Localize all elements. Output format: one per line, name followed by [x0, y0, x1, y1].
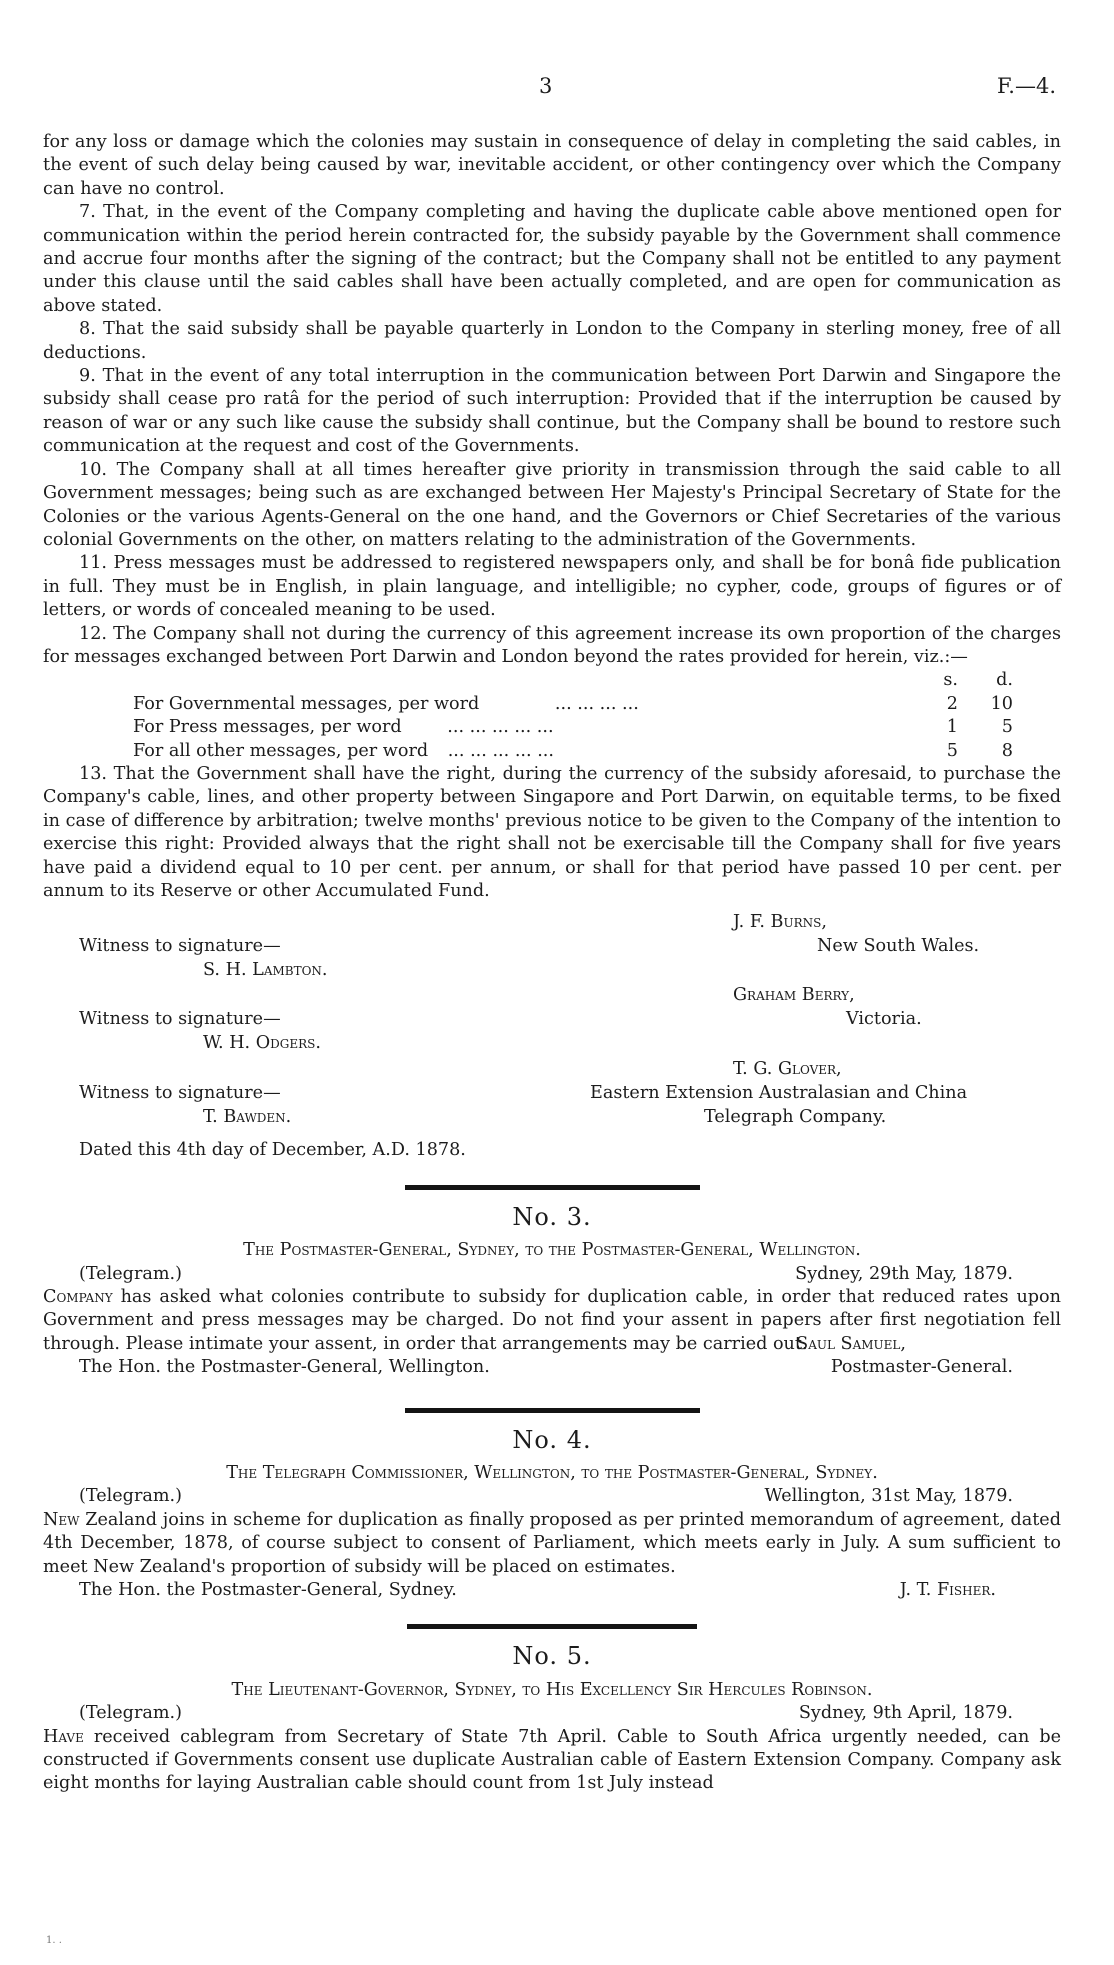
telegram-text: Zealand joins in scheme for duplication as finally proposed as per printed memorandum of agreement, dated 4th December, 1878, of course subject to consent of Parliament, which meets early in July. A sum sufficient to meet New Zealand's proportion of subsidy will be placed on estimates. — [43, 1509, 1061, 1577]
telegram-dateline: Sydney, 9th April, 1879. — [798, 1703, 1013, 1724]
signatory-company-line2: Telegraph Company. — [704, 1107, 887, 1128]
rate-label: For Governmental messages, per word — [133, 693, 480, 714]
witness-name-lambton: S. H. Lambton. — [203, 960, 328, 981]
telegram-header — [43, 1263, 1061, 1286]
witness-label: Witness to signature— — [79, 1009, 281, 1030]
rates-table — [43, 669, 1061, 763]
route-text: The Lieutenant-Governor, Sydney, to His Excellency Sir Hercules Robinson. — [231, 1679, 873, 1700]
rate-shillings: 2 — [946, 693, 958, 714]
signer-name: Saul Samuel, — [796, 1333, 906, 1354]
signer-title: Postmaster-General. — [830, 1357, 1013, 1378]
telegram-header — [43, 1702, 1061, 1725]
telegram-header — [43, 1485, 1061, 1508]
signer-name: J. T. Fisher. — [899, 1580, 996, 1601]
clause-12: 12. The Company shall not during the currency of this agreement increase its own proportion of the charges for messages exchanged between Port Darwin and London beyond the rates provided for herein, viz.:— — [43, 623, 1061, 667]
clause-11: 11. Press messages must be addressed to registered newspapers only, and shall be for bonâ fide publication in full. They must be in English, in plain language, and intelligible; no cypher, code, groups of figures or of letters, or words of concealed meaning to be used. — [43, 553, 1061, 621]
section-divider — [405, 1408, 700, 1413]
document-reference: F.—4. — [996, 74, 1056, 98]
lead-word: Have — [43, 1726, 84, 1747]
addressee: The Hon. the Postmaster-General, Wellington. — [79, 1357, 490, 1378]
signatory-place-nsw: New South Wales. — [817, 936, 980, 957]
section-title-no3: No. 3. — [512, 1202, 592, 1231]
document-body — [43, 131, 1061, 1796]
signatory-company: Eastern Extension Australasian and China — [590, 1083, 968, 1104]
paragraph-continued: for any loss or damage which the colonies may sustain in consequence of delay in completing the said cables, in the event of such delay being caused by war, inevitable accident, or other contingency over which the Company can have no control. — [43, 132, 1061, 199]
witness-name-odgers: W. H. Odgers. — [203, 1033, 321, 1054]
route-line — [43, 1679, 1061, 1702]
rate-pence: 5 — [1001, 717, 1013, 738]
telegram-kind: (Telegram.) — [79, 1263, 182, 1284]
telegram-dateline: Wellington, 31st May, 1879. — [764, 1486, 1013, 1507]
rates-head-shillings: s. — [943, 670, 958, 691]
lead-word: Company — [43, 1286, 113, 1307]
telegram-kind: (Telegram.) — [79, 1703, 182, 1724]
section-title-no5: No. 5. — [512, 1642, 592, 1671]
rate-row — [43, 716, 1061, 739]
clause-7: 7. That, in the event of the Company completing and having the duplicate cable above mentioned open for communication within the period herein contracted for, the subsidy payable by the Government shall commence and accrue four months after the signing of the contract; but the Company shall not be entitled to any payment under this clause until the said cables shall have been actually completed, and are open for communication as above stated. — [43, 202, 1061, 316]
telegram-body — [43, 1509, 1061, 1579]
clause-9: 9. That in the event of any total interruption in the communication between Port Darwin and Singapore the subsidy shall cease pro ratâ for the period of such interruption: Provided that if the interruption be caused by reason of war or any such like cause the subsidy shall continue, but the Company shall be bound to restore such communication at the request and cost of the Governments. — [43, 366, 1061, 457]
telegram-text: has asked what colonies contribute to subsidy for duplication cable, in order that reduced rates upon Government and press messages may be charged. Do not find your assent in papers after first negotiation fell through. Please intimate your assent, in order that arrangements may be carried out. — [43, 1286, 1061, 1354]
signatory-place-victoria: Victoria. — [846, 1009, 922, 1030]
rate-pence: 10 — [990, 693, 1013, 714]
lead-word: New — [43, 1509, 80, 1530]
closing-line — [43, 1579, 1061, 1602]
rate-dots: ... ... ... ... — [554, 693, 639, 714]
rate-label: For Press messages, per word — [133, 717, 402, 738]
section-title-no4: No. 4. — [512, 1425, 592, 1454]
addressee: The Hon. the Postmaster-General, Sydney. — [79, 1580, 457, 1601]
rate-label: For all other messages, per word — [133, 740, 429, 761]
rate-shillings: 1 — [946, 717, 958, 738]
rate-dots: ... ... ... ... ... — [447, 717, 554, 738]
rate-pence: 8 — [1001, 740, 1013, 761]
footer-mark: 1. . — [46, 1935, 62, 1946]
rate-row — [43, 740, 1061, 763]
witness-label: Witness to signature— — [79, 1083, 281, 1104]
telegram-kind: (Telegram.) — [79, 1486, 182, 1507]
signatory-name-burns: J. F. Burns, — [733, 912, 827, 933]
dated-line: Dated this 4th day of December, A.D. 1878. — [79, 1140, 466, 1161]
route-text: The Telegraph Commissioner, Wellington, to the Postmaster-General, Sydney. — [226, 1463, 878, 1484]
rates-header — [43, 669, 1061, 692]
witness-label: Witness to signature— — [79, 936, 281, 957]
section-divider — [407, 1624, 697, 1629]
rate-dots: ... ... ... ... ... — [447, 740, 554, 761]
clause-10: 10. The Company shall at all times hereafter give priority in transmission through the said cable to all Government messages; being such as are exchanged between Her Majesty's Principal Secretary of State for the Colonies or the various Agents-General on the one hand, and the Governors or Chief Secretaries of the various colonial Governments on the other, on matters relating to the administration of the Governments. — [43, 459, 1061, 550]
rates-head-pence: d. — [996, 670, 1013, 691]
clause-8: 8. That the said subsidy shall be payable quarterly in London to the Company in sterling money, free of all deductions. — [43, 319, 1061, 363]
rate-shillings: 5 — [946, 740, 958, 761]
page-number: 3 — [539, 74, 553, 98]
route-text: The Postmaster-General, Sydney, to the Postmaster-General, Wellington. — [243, 1240, 861, 1261]
witness-name-bawden: T. Bawden. — [203, 1107, 292, 1128]
clause-13: 13. That the Government shall have the right, during the currency of the subsidy aforesaid, to purchase the Company's cable, lines, and other property between Singapore and Port Darwin, on equitable terms, to be fixed in case of difference by arbitration; twelve months' previous notice to be given to the Company of the intention to exercise this right: Provided always that the right shall not be exercisable till the Company shall for five years have paid a dividend equal to 10 per cent. per annum, or shall for that period have passed 10 per cent. per annum to its Reserve or other Accumulated Fund. — [43, 763, 1061, 901]
route-line — [43, 1239, 1061, 1262]
closing-line — [43, 1356, 1061, 1379]
signatory-name-berry: Graham Berry, — [733, 985, 855, 1006]
route-line — [43, 1462, 1061, 1485]
signatory-name-glover: T. G. Glover, — [733, 1059, 842, 1080]
section-divider — [405, 1185, 700, 1190]
telegram-dateline: Sydney, 29th May, 1879. — [795, 1263, 1013, 1284]
telegram-body — [43, 1726, 1061, 1796]
rate-row — [43, 693, 1061, 716]
signature-block — [43, 909, 1061, 1141]
telegram-text: received cablegram from Secretary of State 7th April. Cable to South Africa urgently needed, can be constructed if Governments consent use duplicate Australian cable of Eastern Extension Company. Company ask eight months for laying Australian cable should count from 1st July instead — [43, 1726, 1061, 1794]
